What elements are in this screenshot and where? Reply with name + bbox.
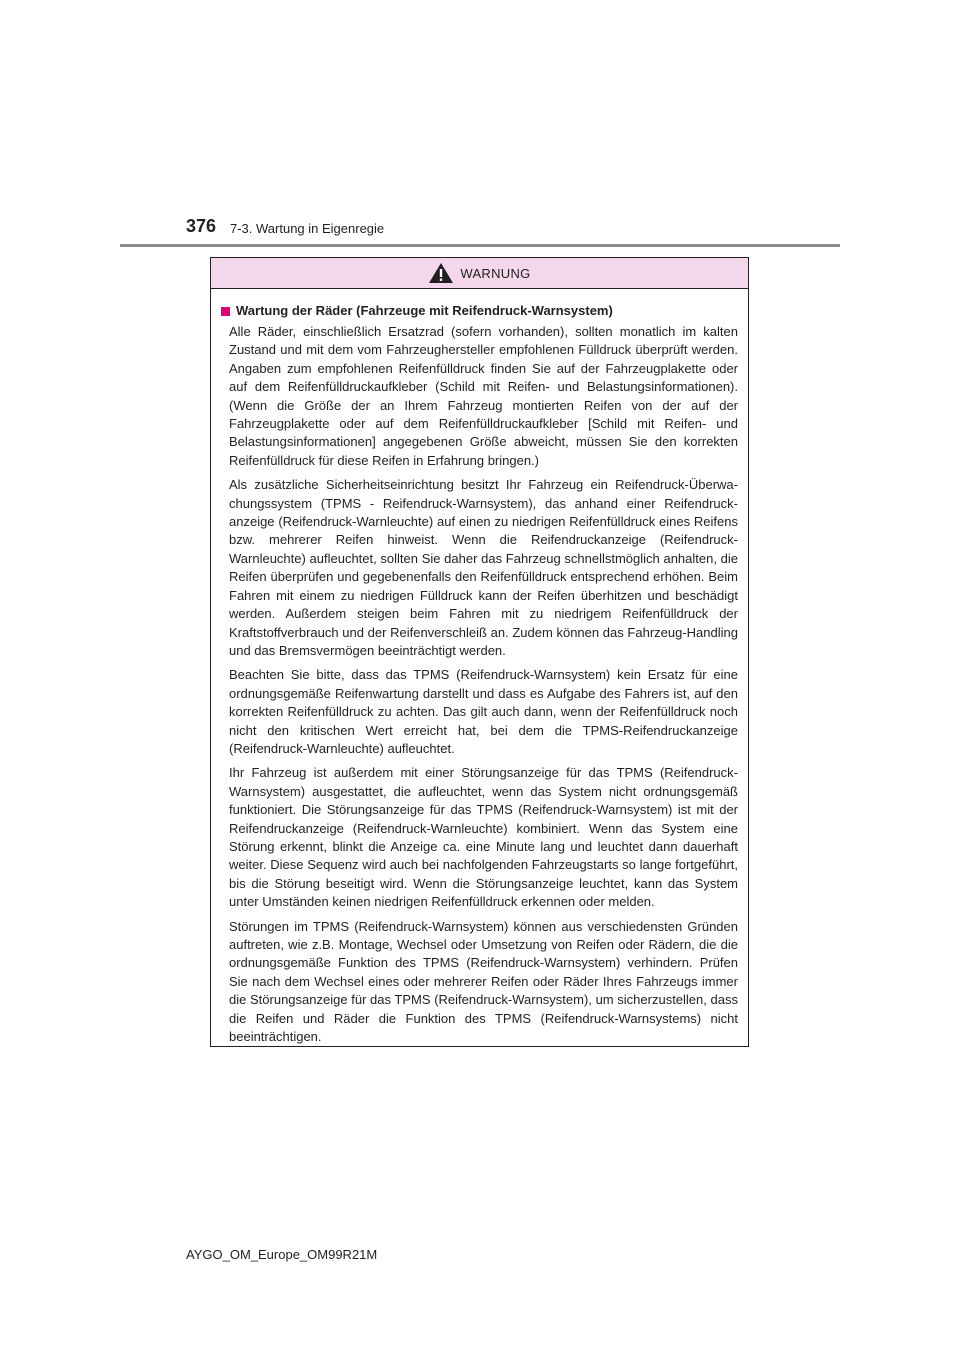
warning-body bbox=[211, 289, 748, 1046]
paragraph-5: Störungen im TPMS (Reifendruck-Warnsystem) können aus verschiedensten Gründen auftreten, wie z.B. Montage, Wechsel oder Umsetzung von Reifen oder Rädern, die die ordnungsgemäße Funktion des TPMS (Reifendruck-Warnsystem) verhindern. Prüfen Sie nach dem Wechsel eines oder mehrerer Reifen oder Räder Ihres Fahrzeugs immer die Störungsanzeige für das TPMS (Reifendruck-Warnsystem), um sicherzustellen, dass die Reifen und Räder die Funktion des TPMS (Reifendruck-Warnsystems) nicht beeinträchtigen. bbox=[229, 918, 738, 1045]
warning-triangle-icon bbox=[428, 262, 454, 284]
document-code: AYGO_OM_Europe_OM99R21M bbox=[186, 1247, 378, 1262]
paragraph-3: Beachten Sie bitte, dass das TPMS (Reifendruck-Warnsystem) kein Ersatz für eine ordnungsgemäße Reifenwartung darstellt und dass es Aufgabe des Fahrers ist, auf den korrekten Reifenfülldruck zu achten. Das gilt auch dann, wenn der Reifenfülldruck noch nicht den kritischen Wert erreicht hat, bei dem die TPMS-Reifendruckanzeige (Reifendruck-Warnleuchte) aufleuchtet. bbox=[229, 667, 738, 756]
header-rule bbox=[120, 244, 840, 247]
paragraph-4: Ihr Fahrzeug ist außerdem mit einer Störungsanzeige für das TPMS (Reifendruck-Warnsystem) ausgestattet, die aufleuchtet, wenn das System nicht ordnungsgemäß funktioniert. Die Störungsanzeige für das TPMS (Reifendruck-Warnsystem) ist mit der Reifendruckanzeige (Reifendruck-Warnleuchte) kombiniert. Wenn das System eine Störung erkennt, blinkt die Anzeige ca. eine Minute lang und leuchtet dann dauerhaft weiter. Diese Sequenz wird auch bei nachfolgenden Fahrzeugstarts so lange fortgeführt, bis die Störung beseitigt wird. Wenn die Störungsanzeige leuchtet, kann das System unter Umständen keinen niedrigen Reifenfülldruck erkennen oder melden. bbox=[229, 765, 738, 910]
page-number: 376 bbox=[186, 216, 217, 236]
paragraph-2: Als zusätzliche Sicherheitseinrichtung besitzt Ihr Fahrzeug ein Reifendruck-Überwachungssystem (TPMS - Reifendruck-Warnsystem), das anhand einer Reifendruckanzeige (Reifendruck-Warnleuchte) auf einen zu niedrigen Reifenfülldruck eines Reifens bzw. mehrerer Reifen hinweist. Wenn die Reifendruckanzeige (Reifendruck-Warnleuchte) aufleuchtet, sollten Sie daher das Fahrzeug schnellstmöglich anhalten, die Reifen überprüfen und gegebenenfalls den Reifenfülldruck entsprechend erhöhen. Beim Fahren mit einem zu niedrigen Fülldruck kann der Reifen überhitzen und beschädigt werden. Außerdem steigen beim Fahren mit zu niedrigem Reifenfülldruck der Kraftstoffverbrauch und der Reifenverschleiß an. Zudem können das Fahrzeug-Handling und das Bremsvermögen beeinträchtigt werden. bbox=[229, 477, 738, 658]
warning-header bbox=[211, 258, 748, 289]
item-heading-text: Wartung der Räder (Fahrzeuge mit Reifendruck-Warnsystem) bbox=[236, 303, 613, 318]
warning-box bbox=[210, 257, 749, 1047]
square-bullet-icon bbox=[221, 307, 230, 316]
paragraph-1: Alle Räder, einschließlich Ersatzrad (sofern vorhanden), sollten monatlich im kalten Zustand und mit dem vom Fahrzeughersteller empfohlenen Fülldruck überprüft werden. Angaben zum empfohlenen Reifenfülldruck finden Sie auf der Fahrzeugplakette oder auf dem Reifenfülldruckaufkleber (Schild mit Reifen- und Belastungsinformationen). (Wenn die Größe der an Ihrem Fahrzeug montierten Reifen von der auf der Fahrzeugplakette oder auf dem Reifenfülldruckaufkleber [Schild mit Reifen- und Belastungsinformationen] angegebenen Größe abweicht, müssen Sie den korrekten Reifenfülldruck für diese Reifen in Erfahrung bringen.) bbox=[229, 324, 738, 468]
section-title: 7-3. Wartung in Eigenregie bbox=[230, 221, 385, 236]
warning-label: WARNUNG bbox=[460, 265, 531, 281]
item-heading bbox=[221, 302, 738, 320]
